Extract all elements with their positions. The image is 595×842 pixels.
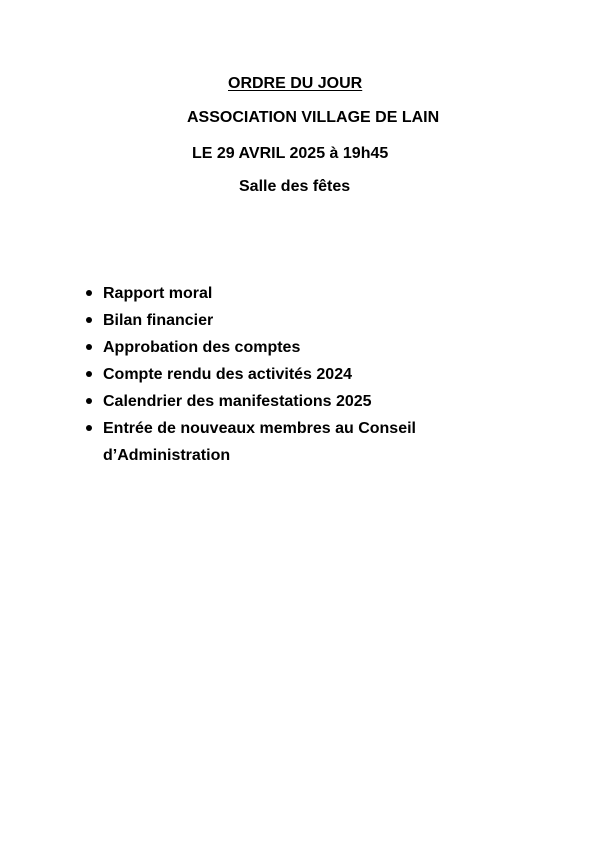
agenda-item-bilan-financier	[84, 307, 504, 334]
bullet-icon	[86, 398, 92, 404]
agenda-item-label: Approbation des comptes	[103, 339, 301, 356]
agenda-item-label: Bilan financier	[103, 312, 214, 329]
agenda-item-label: Rapport moral	[103, 285, 213, 302]
agenda-item-compte-rendu	[84, 361, 504, 388]
agenda-item-rapport-moral	[84, 280, 504, 307]
agenda-item-nouveaux-membres	[84, 415, 504, 469]
agenda-item-label: Compte rendu des activités 2024	[103, 366, 352, 383]
agenda-list	[84, 280, 504, 469]
bullet-icon	[86, 290, 92, 296]
agenda-item-calendrier	[84, 388, 504, 415]
association-name: ASSOCIATION VILLAGE DE LAIN	[187, 109, 440, 126]
bullet-icon	[86, 317, 92, 323]
agenda-item-label-line1: Entrée de nouveaux membres au Conseil	[103, 420, 416, 437]
agenda-item-approbation-comptes	[84, 334, 504, 361]
meeting-date-time: LE 29 AVRIL 2025 à 19h45	[192, 145, 389, 162]
bullet-icon	[86, 371, 92, 377]
bullet-icon	[86, 344, 92, 350]
agenda-item-label: Calendrier des manifestations 2025	[103, 393, 372, 410]
page-title: ORDRE DU JOUR	[228, 75, 363, 92]
bullet-icon	[86, 425, 92, 431]
meeting-location: Salle des fêtes	[239, 178, 351, 195]
agenda-item-label-line2: d’Administration	[103, 447, 231, 464]
